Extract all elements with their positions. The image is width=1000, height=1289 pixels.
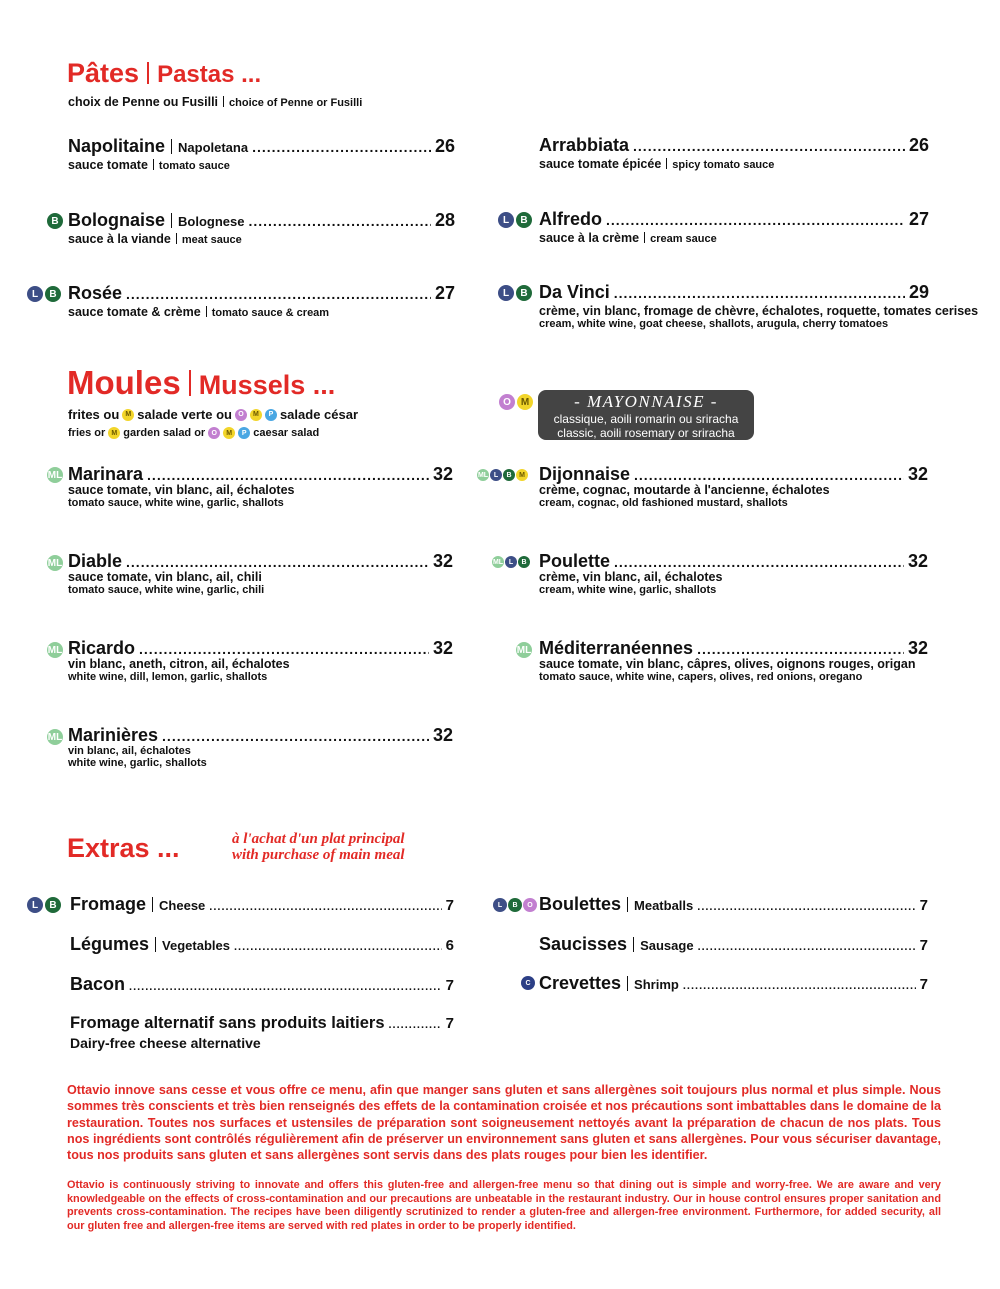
item-price: 28 xyxy=(434,210,455,230)
allergen-badges xyxy=(493,898,537,912)
item-price: 7 xyxy=(445,897,454,914)
item-price: 7 xyxy=(445,1015,454,1032)
item-name: Napolitaine xyxy=(68,136,166,156)
item-name: Rosée xyxy=(68,283,123,303)
extra-item-fromage-alternatif xyxy=(70,1014,454,1051)
item-price: 32 xyxy=(907,638,928,658)
dot-leader xyxy=(389,1019,442,1031)
item-desc-fr: vin blanc, aneth, citron, ail, échalotes xyxy=(68,657,290,671)
badge-l-icon: L xyxy=(490,469,502,481)
pastas-title xyxy=(67,58,261,89)
badge-o-icon: O xyxy=(235,409,247,421)
allergen-badges xyxy=(27,897,61,913)
pastas-title-fr: Pâtes xyxy=(67,58,140,88)
badge-m-icon: M xyxy=(122,409,134,421)
item-price: 26 xyxy=(434,136,455,156)
item-name: Dijonnaise xyxy=(539,464,631,484)
item-desc-fr: sauce à la viande xyxy=(68,232,171,246)
item-name: Saucisses xyxy=(539,934,628,954)
mussels-title-fr: Moules xyxy=(67,364,181,401)
mayo-options-fr: classique, aoili romarin ou sriracha xyxy=(553,412,739,426)
allergen-badges xyxy=(47,555,63,571)
item-desc-fr: sauce à la crème xyxy=(539,231,640,245)
mussels-sides-en xyxy=(68,427,319,439)
menu-item-da-vinci xyxy=(539,282,979,330)
badge-l-icon: L xyxy=(493,898,507,912)
menu-item-napolitaine xyxy=(68,136,455,172)
dot-leader xyxy=(126,554,429,570)
item-desc-en: white wine, dill, lemon, garlic, shallots xyxy=(68,671,268,683)
item-alt-name: Shrimp xyxy=(634,977,679,992)
item-desc-en: tomato sauce & cream xyxy=(211,307,330,319)
item-alt-name: Vegetables xyxy=(162,938,230,953)
dot-leader xyxy=(633,138,905,154)
mayonnaise-box xyxy=(538,390,754,440)
footer-text-fr: Ottavio innove sans cesse et vous offre ce menu, afin que manger sans gluten et sans allergènes soit toujours plus normal et plus simple. Nous sommes très conscients et très bien renseignés des effets de la contamination croisée et nos précautions sont imbattables dans le domaine de la restauration. Toutes nos surfaces et ustensiles de préparation sont soigneusement nettoyés avant la préparation de chacun de nos plats. Tous nos ingrédients sont contrôlés régulièrement afin de préserver un environnement sans gluten et sans allergènes. Pour vous sécuriser davantage, tous nos produits sans gluten et sans allergènes sont servis dans des plats rouges pour bien les identifier. xyxy=(67,1083,941,1163)
dot-leader xyxy=(606,212,905,228)
extra-item-crevettes xyxy=(539,973,928,994)
badge-p-icon: P xyxy=(238,427,250,439)
item-name: Boulettes xyxy=(539,894,622,914)
item-desc-fr: vin blanc, ail, échalotes xyxy=(68,745,191,757)
badge-b-icon: B xyxy=(508,898,522,912)
allergen-badges xyxy=(47,213,63,229)
item-name: Marinara xyxy=(68,464,144,484)
badge-l-icon: L xyxy=(505,556,517,568)
item-alt-name: Cheese xyxy=(159,898,206,913)
dot-leader xyxy=(614,554,904,570)
item-desc-fr: sauce tomate xyxy=(68,158,148,172)
item-price: 7 xyxy=(445,977,454,994)
item-name: Marinières xyxy=(68,725,159,745)
item-desc-en: tomato sauce, white wine, garlic, chili xyxy=(68,584,265,596)
badge-o-icon: O xyxy=(523,898,537,912)
item-price: 32 xyxy=(432,725,453,745)
extra-item-saucisses xyxy=(539,934,928,955)
dot-leader xyxy=(252,139,431,155)
dot-leader xyxy=(139,641,429,657)
dot-leader xyxy=(697,901,915,913)
badge-b-icon: B xyxy=(47,213,63,229)
side-fries-en: fries or xyxy=(68,427,106,439)
dot-leader xyxy=(614,285,905,301)
badge-ml-icon: ML xyxy=(47,467,63,483)
dot-leader xyxy=(634,467,904,483)
badge-b-icon: B xyxy=(516,285,532,301)
badge-ml-icon: ML xyxy=(47,729,63,745)
extra-item-boulettes xyxy=(539,894,928,915)
menu-item-arrabbiata xyxy=(539,135,929,171)
mussels-title-en: Mussels ... xyxy=(198,370,336,400)
allergen-badges xyxy=(27,286,61,302)
extra-item-fromage xyxy=(70,894,454,915)
item-price: 6 xyxy=(445,937,454,954)
dot-leader xyxy=(162,728,429,744)
dot-leader xyxy=(209,901,441,913)
badge-ml-icon: ML xyxy=(477,469,489,481)
item-desc-en: tomato sauce xyxy=(158,160,230,172)
pastas-title-en: Pastas ... xyxy=(157,61,262,88)
badge-m-icon: M xyxy=(108,427,120,439)
item-name: Bacon xyxy=(70,974,126,994)
item-alt-name: Meatballs xyxy=(634,898,694,913)
allergen-badges xyxy=(47,642,63,658)
side-salad-fr: salade verte ou xyxy=(137,407,232,422)
item-desc-fr: crème, vin blanc, ail, échalotes xyxy=(539,570,723,584)
item-price: 32 xyxy=(432,464,453,484)
menu-item-marinieres xyxy=(68,725,453,769)
item-desc-fr: sauce tomate, vin blanc, ail, chili xyxy=(68,570,262,584)
item-name: Fromage xyxy=(70,894,147,914)
side-fries-fr: frites ou xyxy=(68,407,120,422)
item-name: Ricardo xyxy=(68,638,136,658)
item-price: 26 xyxy=(908,135,929,155)
allergen-badges xyxy=(477,469,528,481)
badge-l-icon: L xyxy=(27,897,43,913)
item-price: 7 xyxy=(919,897,928,914)
dot-leader xyxy=(129,981,442,993)
item-desc-en: meat sauce xyxy=(181,234,242,246)
item-price: 7 xyxy=(919,976,928,993)
side-caesar-en: caesar salad xyxy=(253,427,320,439)
extra-item-legumes xyxy=(70,934,454,955)
item-desc-fr: sauce tomate, vin blanc, ail, échalotes xyxy=(68,483,295,497)
badge-l-icon: L xyxy=(498,212,514,228)
item-desc-en: tomato sauce, white wine, capers, olives, red onions, oregano xyxy=(539,671,863,683)
item-desc-en: white wine, garlic, shallots xyxy=(68,757,207,769)
extra-item-bacon xyxy=(70,974,454,995)
item-desc-en: spicy tomato sauce xyxy=(672,159,775,171)
item-sub-en: Dairy-free cheese alternative xyxy=(70,1035,261,1051)
badge-ml-icon: ML xyxy=(492,556,504,568)
menu-item-diable xyxy=(68,551,453,596)
item-desc-en: cream, white wine, garlic, shallots xyxy=(539,584,717,596)
badge-b-icon: B xyxy=(45,286,61,302)
item-desc-fr: crème, vin blanc, fromage de chèvre, échalotes, roquette, tomates cerises xyxy=(539,304,979,318)
item-price: 7 xyxy=(919,937,928,954)
badge-o-icon: O xyxy=(499,394,515,410)
menu-item-alfredo xyxy=(539,209,929,245)
allergen-badges xyxy=(47,467,63,483)
allergen-badges xyxy=(498,285,532,301)
item-price: 32 xyxy=(432,551,453,571)
pastas-subtitle-fr: choix de Penne ou Fusilli xyxy=(68,95,219,109)
item-name: Da Vinci xyxy=(539,282,610,302)
allergen-badges xyxy=(492,556,530,568)
item-name: Fromage alternatif sans produits laitiers xyxy=(70,1014,385,1032)
mayo-options-en: classic, aoili rosemary or sriracha xyxy=(557,426,735,440)
mayo-title: - MAYONNAISE - xyxy=(574,392,718,411)
menu-item-mediterraneennes xyxy=(539,638,928,683)
item-name: Poulette xyxy=(539,551,611,571)
dot-leader xyxy=(697,641,904,657)
dot-leader xyxy=(248,213,430,229)
mayo-badges xyxy=(499,394,533,410)
badge-b-icon: B xyxy=(45,897,61,913)
dot-leader xyxy=(147,467,429,483)
item-name: Alfredo xyxy=(539,209,602,229)
dot-leader xyxy=(683,980,916,992)
item-desc-fr: sauce tomate & crème xyxy=(68,305,201,319)
item-price: 27 xyxy=(908,209,929,229)
mussels-sides-fr xyxy=(68,407,358,422)
badge-ml-icon: ML xyxy=(47,642,63,658)
item-price: 27 xyxy=(434,283,455,303)
mussels-title xyxy=(67,364,335,402)
item-name: Légumes xyxy=(70,934,150,954)
item-price: 32 xyxy=(432,638,453,658)
footer-text-en: Ottavio is continuously striving to innovate and offers this gluten-free and allergen-free menu so that dining out is simple and worry-free. We are aware and very knowledgeable on the effects of cross-contamination and our precautions are unbeatable in the restaurant industry. Our in house control ensures proper sanitation and prevents cross-contamination. The recipes have been diligently scrutinized to render a gluten-free and allergen-free environment. Furthermore, for added security, all our gluten free and allergen-free items are served with red plates in order to be properly identified. xyxy=(67,1179,941,1232)
item-desc-fr: sauce tomate épicée xyxy=(539,157,662,171)
badge-o-icon: O xyxy=(208,427,220,439)
dot-leader xyxy=(698,941,916,953)
badge-l-icon: L xyxy=(498,285,514,301)
menu-item-bolognaise xyxy=(68,210,455,246)
item-alt-name: Sausage xyxy=(640,938,694,953)
badge-m-icon: M xyxy=(223,427,235,439)
item-name: Diable xyxy=(68,551,123,571)
menu-item-marinara xyxy=(68,464,453,509)
side-salad-en: garden salad or xyxy=(123,427,206,439)
item-name: Méditerranéennes xyxy=(539,638,694,658)
menu-item-rosee xyxy=(68,283,455,319)
pastas-subtitle xyxy=(68,95,362,109)
badge-m-icon: M xyxy=(250,409,262,421)
allergen-badges xyxy=(47,729,63,745)
allergen-badges xyxy=(516,642,532,658)
menu-item-poulette xyxy=(539,551,928,596)
badge-l-icon: L xyxy=(27,286,43,302)
item-name: Bolognaise xyxy=(68,210,166,230)
badge-m-icon: M xyxy=(516,469,528,481)
item-alt-name: Napoletana xyxy=(178,140,249,155)
item-desc-en: tomato sauce, white wine, garlic, shallots xyxy=(68,497,284,509)
dot-leader xyxy=(126,286,431,302)
badge-ml-icon: ML xyxy=(47,555,63,571)
item-price: 29 xyxy=(908,282,929,302)
extras-note-fr: à l'achat d'un plat principal xyxy=(232,831,405,847)
item-desc-fr: sauce tomate, vin blanc, câpres, olives, oignons rouges, origan xyxy=(539,657,916,671)
extras-note xyxy=(232,831,405,863)
item-price: 32 xyxy=(907,464,928,484)
dot-leader xyxy=(234,941,442,953)
pastas-subtitle-en: choice of Penne or Fusilli xyxy=(229,97,363,109)
item-price: 32 xyxy=(907,551,928,571)
item-alt-name: Bolognese xyxy=(178,214,245,229)
menu-item-dijonnaise xyxy=(539,464,928,509)
item-desc-fr: crème, cognac, moutarde à l'ancienne, échalotes xyxy=(539,483,830,497)
badge-ml-icon: ML xyxy=(516,642,532,658)
side-caesar-fr: salade césar xyxy=(279,407,359,422)
allergen-badges xyxy=(498,212,532,228)
extras-title: Extras ... xyxy=(67,833,180,863)
allergen-badges xyxy=(521,976,535,990)
extras-note-en: with purchase of main meal xyxy=(232,847,405,863)
badge-b-icon: B xyxy=(518,556,530,568)
item-name: Arrabbiata xyxy=(539,135,630,155)
badge-m-icon: M xyxy=(517,394,533,410)
menu-item-ricardo xyxy=(68,638,453,683)
item-desc-en: cream sauce xyxy=(650,233,717,245)
item-desc-en: cream, cognac, old fashioned mustard, shallots xyxy=(539,497,788,509)
badge-b-icon: B xyxy=(503,469,515,481)
item-desc-en: cream, white wine, goat cheese, shallots, arugula, cherry tomatoes xyxy=(539,318,889,330)
badge-b-icon: B xyxy=(516,212,532,228)
item-name: Crevettes xyxy=(539,973,622,993)
badge-p-icon: P xyxy=(265,409,277,421)
badge-c-icon: C xyxy=(521,976,535,990)
